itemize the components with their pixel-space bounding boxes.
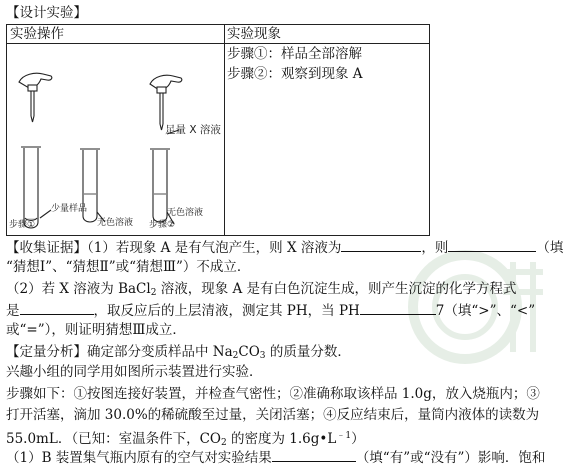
collect-1b: ，则	[421, 240, 449, 256]
collect-line-2: “猜想Ⅰ”、“猜想Ⅱ”或“猜想Ⅲ”）不成立．	[6, 259, 251, 275]
collect-line-3: （2）若 X 溶液为 BaCl$_2$ 溶液，现象 A 是有白色沉淀生成，则产生沉淀的化学方程式	[6, 281, 517, 298]
steps-line-1: 步骤如下：①按图连接好装置，并检查气密性；②准确称取该样品 1.0g，放入烧瓶内；③	[6, 386, 540, 402]
header-operation: 实验操作	[10, 26, 64, 42]
blank-air-effect[interactable]	[272, 448, 356, 462]
label-solution-2: 无色溶液	[167, 208, 204, 218]
quant-line-2: 兴趣小组的同学用如图所示装置进行实验．	[6, 364, 263, 380]
label-step1: 步骤①	[9, 220, 36, 230]
blank-hypothesis[interactable]	[448, 238, 536, 252]
quant-line-1: 【定量分析】确定部分变质样品中 $Na_2CO_3$ 的质量分数．	[6, 344, 351, 361]
label-solution-1: 无色溶液	[97, 218, 134, 228]
collect-line-4: 是 ，取反应后的上层清液，测定其 PH，当 PH 7（填“>”、“<”	[6, 303, 536, 319]
steps-line-2: 打开活塞，滴加 30.0%的稀硫酸至过量，关闭活塞；④反应结束后，量筒内液体的读数为	[6, 407, 540, 423]
header-phenomenon: 实验现象	[227, 26, 281, 42]
observation-step1: 步骤①：样品全部溶解	[227, 46, 362, 62]
section-title: 【设计实验】	[6, 5, 87, 21]
blank-x-solution[interactable]	[341, 238, 421, 252]
blank-ph-compare[interactable]	[360, 301, 436, 315]
collect-1a: 【收集证据】（1）若现象 A 是有气泡产生，则 X 溶液为	[6, 240, 342, 256]
collect-1c: （填	[536, 240, 564, 256]
observation-step2: 步骤②：观察到现象 A	[227, 66, 363, 82]
test-tube-3	[153, 150, 167, 222]
test-tube-1	[24, 148, 38, 228]
collect-line-1	[6, 238, 563, 257]
table-divider	[224, 25, 225, 235]
experiment-table	[6, 24, 430, 236]
steps-line-3: 55.0mL．（已知：室温条件下，$CO_2$ 的密度为 $1.6g•L^{﹣1}$）	[6, 431, 365, 448]
label-reagent: 足量 X 溶液	[165, 124, 221, 136]
collect-line-5: 或“=”），则证明猜想Ⅲ成立．	[6, 322, 186, 338]
blank-equation[interactable]	[20, 301, 94, 315]
label-sample: 少量样品	[51, 204, 88, 214]
question-1: （1）B 装置集气瓶内原有的空气对实验结果 （填“有”或“没有”）影响．饱和	[6, 450, 546, 466]
label-step2: 步骤②	[149, 220, 176, 230]
